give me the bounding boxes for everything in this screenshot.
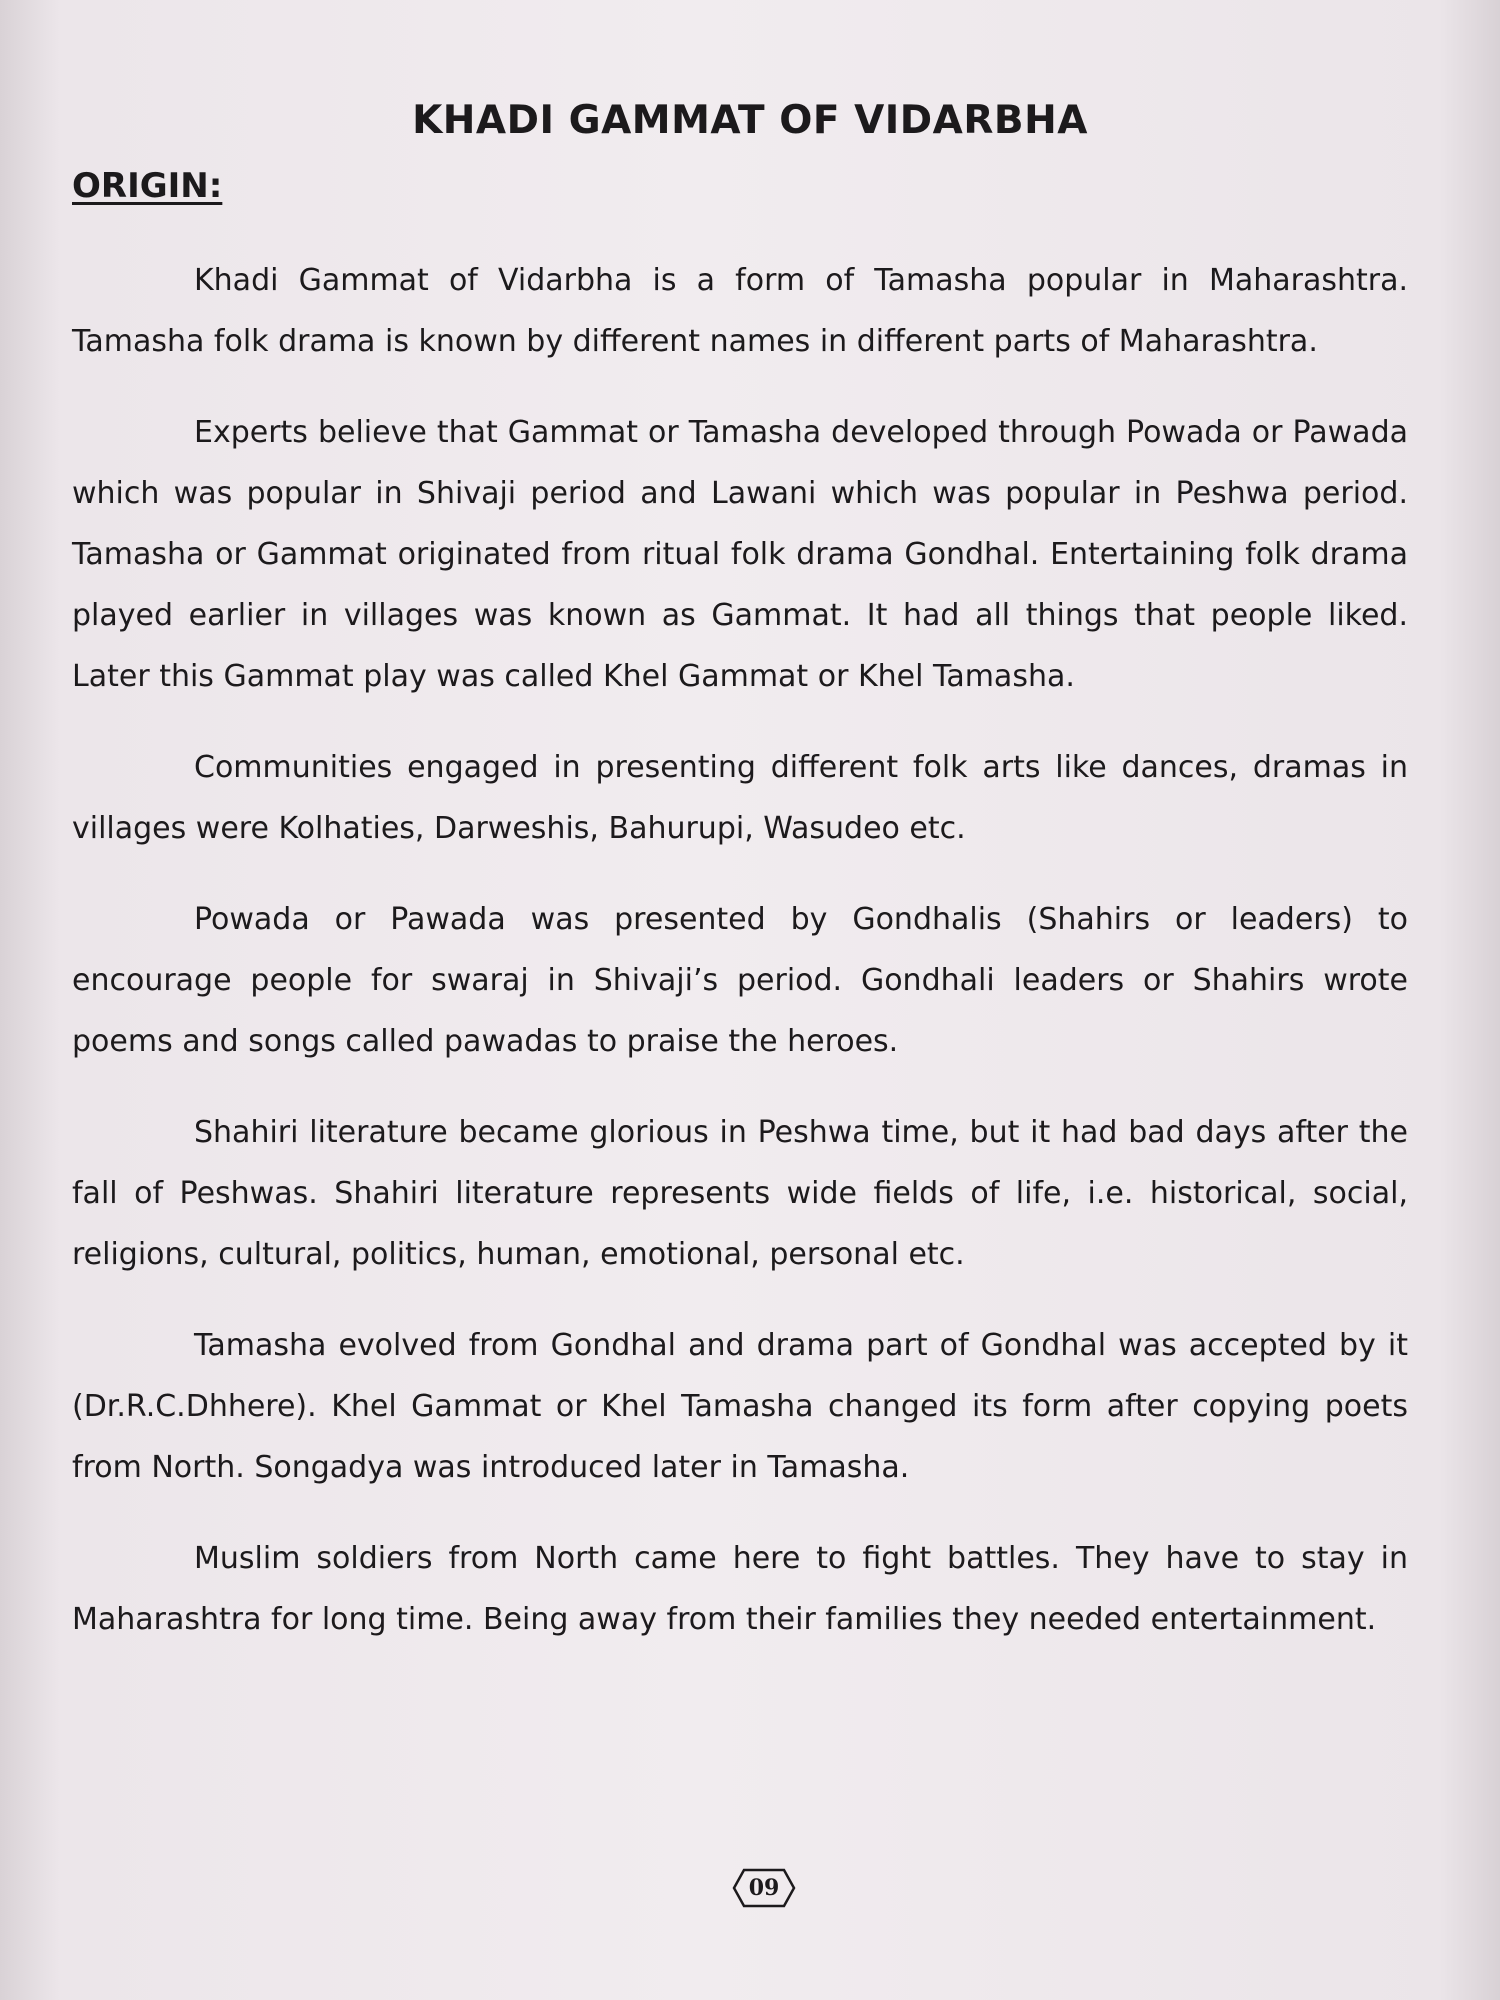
paragraph-7: Muslim soldiers from North came here to fight battles. They have to stay in Maharashtra for long time. Being away from their families they needed entertainment. (72, 1541, 1408, 1637)
paragraph-5: Shahiri literature became glorious in Peshwa time, but it had bad days after the fall of Peshwas. Shahiri literature represents wide fields of life, i.e. historical, social, religions, cultural, politics, human, emotional, personal etc. (72, 1115, 1408, 1272)
paragraph-1: Khadi Gammat of Vidarbha is a form of Tamasha popular in Maharashtra. Tamasha folk drama is known by different names in different parts of Maharashtra. (72, 263, 1408, 359)
paragraph-6: Tamasha evolved from Gondhal and drama part of Gondhal was accepted by it (Dr.R.C.Dhhere). Khel Gammat or Khel Tamasha changed its form after copying poets from North. Songadya was introduced later in Tamasha. (72, 1328, 1408, 1485)
page-number-badge (732, 1868, 796, 1908)
paragraph-4: Powada or Pawada was presented by Gondhalis (Shahirs or leaders) to encourage people for swaraj in Shivaji’s period. Gondhali leaders or Shahirs wrote poems and songs called pawadas to praise the heroes. (72, 902, 1408, 1059)
page-number: 09 (748, 1875, 780, 1901)
paragraph-2: Experts believe that Gammat or Tamasha developed through Powada or Pawada which was popular in Shivaji period and Lawani which was popular in Peshwa period. Tamasha or Gammat originated from ritual folk drama Gondhal. Entertaining folk drama played earlier in villages was known as Gammat. It had all things that people liked. Later this Gammat play was called Khel Gammat or Khel Tamasha. (72, 415, 1408, 694)
body-text (72, 250, 1408, 1680)
section-heading-origin: ORIGIN: (72, 166, 223, 206)
paragraph-3: Communities engaged in presenting different folk arts like dances, dramas in villages were Kolhaties, Darweshis, Bahurupi, Wasudeo etc. (72, 750, 1408, 846)
page-title: KHADI GAMMAT OF VIDARBHA (412, 98, 1088, 143)
